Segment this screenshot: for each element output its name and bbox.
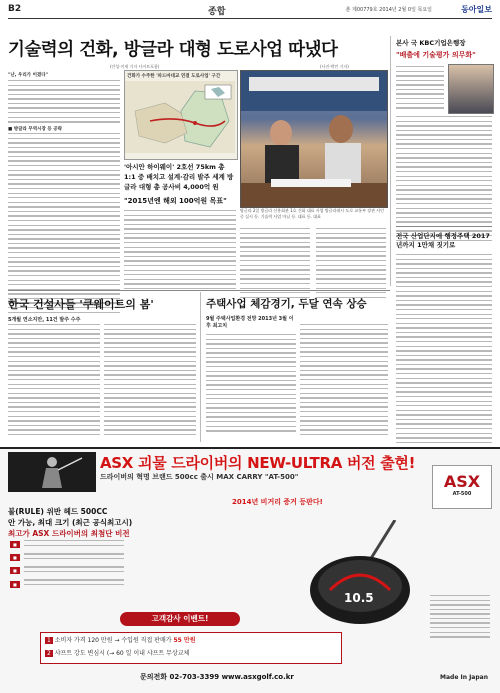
ad-brand: ASX xyxy=(443,472,481,491)
main-byline-right: (사진·박민 기자) xyxy=(320,64,349,69)
bottom1-col2 xyxy=(104,324,196,438)
ad-notice: 2014년 비거리 증거 등판다! xyxy=(232,498,323,506)
event-number-1: 1 xyxy=(47,637,51,644)
golfer-silhouette xyxy=(8,452,96,492)
ad-made-in: Made In Japan xyxy=(440,674,488,681)
event-1-b: → 수입원 직접 판매가 xyxy=(114,637,172,644)
issue-date: 춘 제00779호 2014년 2월 0일 목요일 xyxy=(345,7,432,13)
bullet-badge: ■ xyxy=(10,567,20,574)
ad-subtitle: 드라이버의 혁명 브랜드 500cc 출시 MAX CARRY "AT-500" xyxy=(100,473,299,481)
portrait-photo xyxy=(448,64,494,114)
side-body-a xyxy=(396,66,444,112)
golf-driver-icon xyxy=(300,520,420,630)
section-name: 종합 xyxy=(208,7,226,17)
ad-contact: 문의전화 02-703-3399 www.asxgolf.co.kr xyxy=(140,673,294,681)
ad-feature-2: 안 가능, 최대 크기 (최근 공식최고시) xyxy=(8,518,133,527)
bullet-badge: ■ xyxy=(10,554,20,561)
ad-product: AT-500 xyxy=(452,491,472,497)
main-byline: (안성·이재 기자 사이트포함) xyxy=(110,64,160,69)
ad-golfer-photo xyxy=(8,452,96,492)
driver-head-image xyxy=(300,520,420,630)
main-lead: "난, 우리가 이겼다" xyxy=(8,73,48,78)
ad-features xyxy=(8,506,238,539)
signing-photo xyxy=(240,70,388,208)
event-box xyxy=(40,632,342,664)
event-1-a: 소비자 가격 120 만원 xyxy=(54,637,113,644)
map-title: 건화가 수주한 '파드마대교 연결 도로사업' 구간 xyxy=(127,74,221,79)
side-headline-2: 전국 산업단지에 행정주택 2017년까지 1만채 짓기로 xyxy=(396,232,490,249)
bottom2-col2 xyxy=(300,324,388,438)
main-body-col1 xyxy=(8,80,120,126)
column-divider xyxy=(390,36,391,286)
photo-caption: 방글라 2일 방글라 신흥회관 1호 건화 대표 사업 방글라데시 도로 교통부 장관 사인 중 실시 등. 기술력 사업 마닐 등. 대표 등. 대표 xyxy=(240,208,384,219)
photo-illustration xyxy=(241,71,387,207)
newspaper-logo: 동아일보 xyxy=(461,5,492,14)
bottom-headline-2: 주택사업 체감경기, 두달 연속 상승 xyxy=(206,298,367,310)
ad-feature-3: 최고가 ASX 드라이버의 최첨단 비전 xyxy=(8,529,130,538)
pull-quote-2: "2015년엔 해외 100억원 목표" xyxy=(124,197,227,205)
event-number-2: 2 xyxy=(47,650,51,657)
bullet-badge: ■ xyxy=(10,541,20,548)
side-body-c xyxy=(396,254,492,446)
pull-quote: '아시안 하이웨이' 2호선 75km 총 1:1 중 배치고 설계·감리 발주 세계 방글라 대형 총 공사비 4,000억 원 xyxy=(124,163,234,191)
ad-bullets xyxy=(10,540,130,593)
event-banner: 고객감사 이벤트! xyxy=(120,612,240,626)
side-headline: "배출에 기술평가 의무화" xyxy=(396,51,476,59)
ad-spec-list xyxy=(430,595,490,641)
driver-loft: 10.5 xyxy=(344,591,374,605)
side-body-b xyxy=(396,116,492,244)
page-number: B2 xyxy=(8,4,22,14)
side-kicker: 본사 국 KBC기업은행장 xyxy=(396,39,466,47)
side-rule xyxy=(396,226,492,227)
event-1-c: 55 만원 xyxy=(173,637,196,644)
event-2: 샤프트 강도 변심시 (→ 60 일 이내 샤프트 무상교체 xyxy=(54,650,190,657)
main-headline: 기술력의 건화, 방글라 대형 도로사업 따냈다 xyxy=(8,40,338,60)
bottom-divider xyxy=(200,292,201,442)
bullet-badge: ■ xyxy=(10,581,20,588)
main-body-col2 xyxy=(124,210,236,292)
bottom-lead-1: 5개월 연소지만, 11건 발주 수주 xyxy=(8,317,81,323)
main-subhead: ■ 방글라 무역시장 등 공략 xyxy=(8,127,62,132)
asx-brand-box xyxy=(432,465,492,509)
bottom-headline-1: 한국 건설사들 '쿠웨이트의 봄' xyxy=(8,298,154,311)
ad-title: ASX 괴물 드라이버의 NEW-ULTRA 버전 출현! xyxy=(100,454,416,472)
page-header xyxy=(8,4,492,19)
map-graphic xyxy=(125,81,235,153)
main-body-col1b xyxy=(8,133,120,316)
bottom2-col1 xyxy=(206,334,296,435)
bottom-rule xyxy=(8,290,390,291)
bottom1-col1 xyxy=(8,324,100,438)
ad-feature-1: 불(RULE) 위반 헤드 500CC xyxy=(8,507,108,516)
route-map xyxy=(124,70,238,160)
bottom-lead-2: 9월 주택사업환경 전망 2013년 3월 이후 최고치 xyxy=(206,316,294,329)
